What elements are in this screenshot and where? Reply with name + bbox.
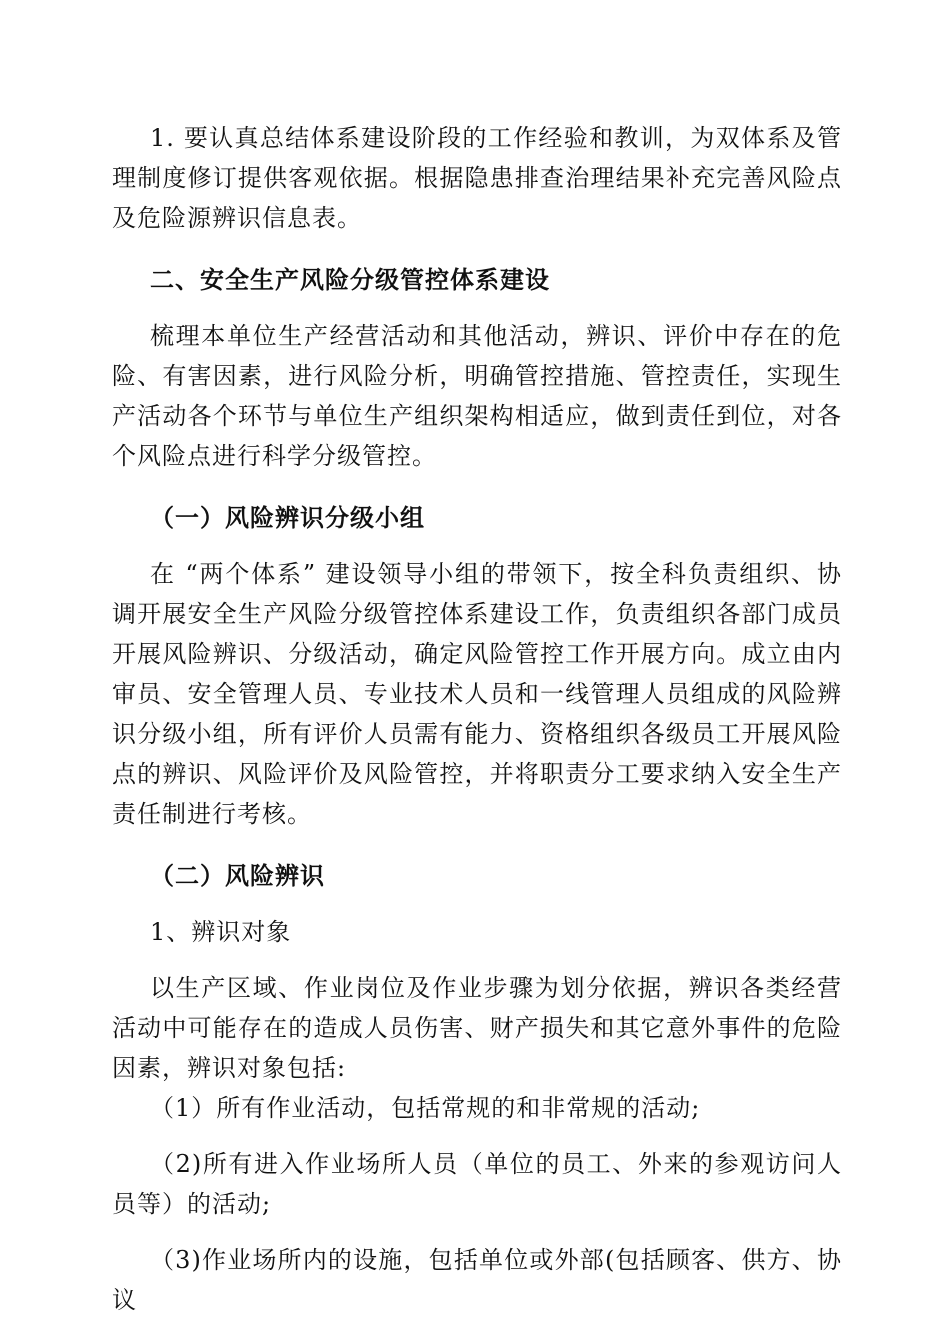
- list-item-3: （3)作业场所内的设施，包括单位或外部(包括顾客、供方、协议: [112, 1246, 842, 1314]
- paragraph-4: 1、辨识对象: [150, 918, 292, 946]
- paragraph-3: 在 “两个体系” 建设领导小组的带领下，按全科负责组织、协调开展安全生产风险分级管控体系建设工作，负责组织各部门成员开展风险辨识、分级活动，确定风险管控工作开展方向。成立由内审员、安全管理人员、专业技术人员和一线管理人员组成的风险辨识分级小组，所有评价人员需有能力、资格组织各级员工开展风险点的辨识、风险评价及风险管控，并将职责分工要求纳入安全生产责任制进行考核。: [112, 560, 842, 828]
- subsection-heading-1: （一）风险辨识分级小组: [150, 504, 425, 532]
- paragraph-2: 梳理本单位生产经营活动和其他活动，辨识、评价中存在的危险、有害因素，进行风险分析，明确管控措施、管控责任，实现生产活动各个环节与单位生产组织架构相适应，做到责任到位，对各个风险点进行科学分级管控。: [112, 322, 842, 470]
- paragraph-5: 以生产区域、作业岗位及作业步骤为划分依据，辨识各类经营活动中可能存在的造成人员伤害、财产损失和其它意外事件的危险因素，辨识对象包括:: [112, 974, 842, 1082]
- section-heading-2: 二、安全生产风险分级管控体系建设: [150, 266, 550, 294]
- list-item-1: （1）所有作业活动，包括常规的和非常规的活动;: [150, 1094, 701, 1122]
- subsection-heading-2: （二）风险辨识: [150, 862, 325, 890]
- document-body: [112, 118, 842, 1320]
- list-item-2: （2)所有进入作业场所人员（单位的员工、外来的参观访问人员等）的活动;: [112, 1150, 842, 1218]
- paragraph-1: 1. 要认真总结体系建设阶段的工作经验和教训，为双体系及管理制度修订提供客观依据。根据隐患排查治理结果补充完善风险点及危险源辨识信息表。: [112, 124, 842, 232]
